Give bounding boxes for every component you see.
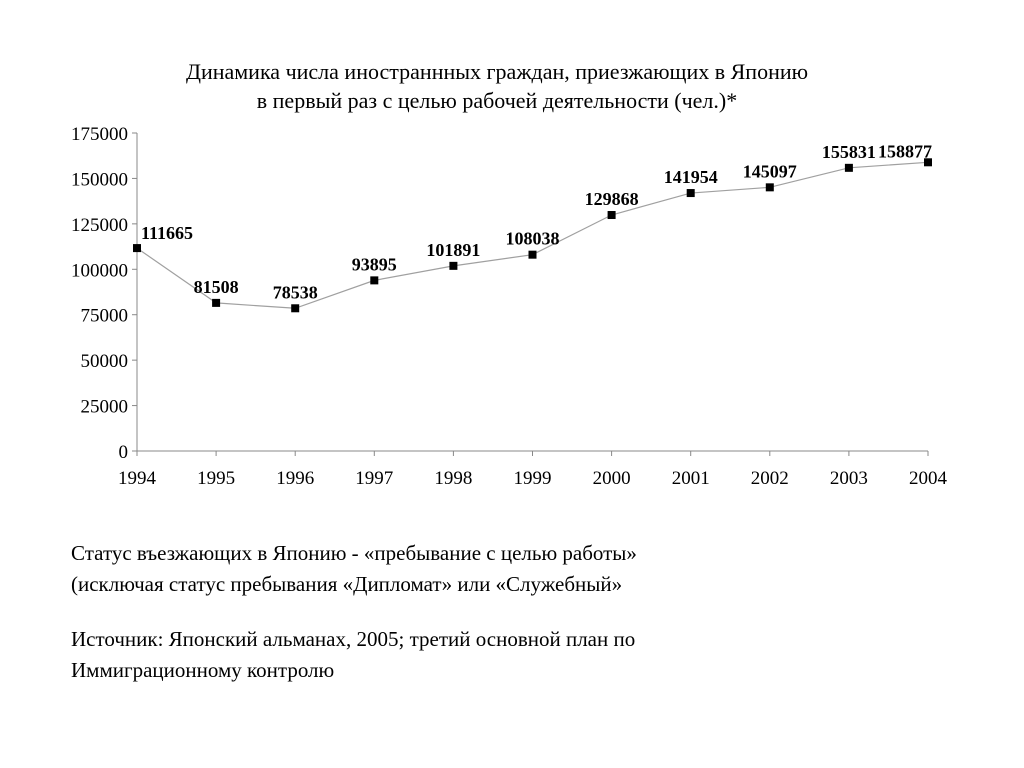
status-note-line-2: (исключая статус пребывания «Дипломат» или «Служебный» (71, 572, 623, 596)
x-tick-label: 2002 (750, 468, 789, 489)
y-tick-label: 50000 (80, 351, 128, 373)
data-label: 108038 (505, 228, 560, 249)
data-point-marker (212, 299, 220, 307)
data-label: 141954 (663, 167, 718, 188)
y-tick-label: 0 (118, 442, 128, 463)
x-tick-label: 2004 (909, 468, 947, 489)
data-point-marker (449, 262, 457, 270)
data-label: 145097 (742, 161, 797, 182)
data-label: 81508 (193, 276, 239, 297)
x-tick-label: 1999 (513, 468, 552, 489)
data-label: 158877 (878, 141, 932, 162)
data-point-marker (133, 244, 141, 252)
series (133, 141, 932, 312)
data-point-marker (687, 189, 695, 197)
x-tick-label: 1997 (355, 468, 394, 489)
x-tick-label: 2003 (829, 468, 868, 489)
data-point-marker (766, 183, 774, 191)
data-label: 78538 (272, 282, 318, 303)
y-tick-label: 175000 (71, 124, 128, 145)
data-point-marker (291, 304, 299, 312)
y-tick-label: 25000 (80, 396, 128, 418)
x-tick-label: 2000 (592, 468, 631, 489)
data-label: 111665 (141, 223, 194, 244)
data-label: 129868 (584, 189, 639, 210)
x-axis-ticks (118, 451, 948, 489)
data-point-marker (845, 164, 853, 172)
source-note-line-2: Иммиграционному контролю (71, 658, 335, 682)
y-tick-label: 125000 (71, 214, 128, 236)
x-tick-label: 1998 (434, 468, 473, 489)
status-note-line-1: Статус въезжающих в Японию - «пребывание с целью работы» (71, 541, 637, 565)
data-label: 93895 (351, 254, 397, 275)
source-note-line-1: Источник: Японский альманах, 2005; третий основной план по (71, 627, 636, 651)
x-tick-label: 1995 (197, 468, 236, 489)
status-note (71, 538, 971, 600)
y-tick-label: 150000 (71, 169, 128, 191)
data-point-marker (608, 211, 616, 219)
x-tick-label: 1996 (276, 468, 315, 489)
chart-axes (137, 133, 928, 451)
data-point-marker (370, 276, 378, 284)
chart-title-line-2: в первый раз с целью рабочей деятельности (чел.)* (256, 88, 738, 113)
chart-title-line-1: Динамика числа иностраннных граждан, приезжающих в Японию (185, 59, 809, 84)
y-axis-ticks (71, 124, 137, 463)
y-tick-label: 100000 (71, 260, 128, 282)
data-label: 155831 (821, 141, 876, 162)
source-note (71, 624, 971, 686)
y-tick-label: 75000 (80, 305, 128, 327)
data-point-marker (529, 251, 537, 259)
x-tick-label: 2001 (671, 468, 710, 489)
x-tick-label: 1994 (118, 468, 156, 489)
data-label: 101891 (426, 239, 481, 260)
